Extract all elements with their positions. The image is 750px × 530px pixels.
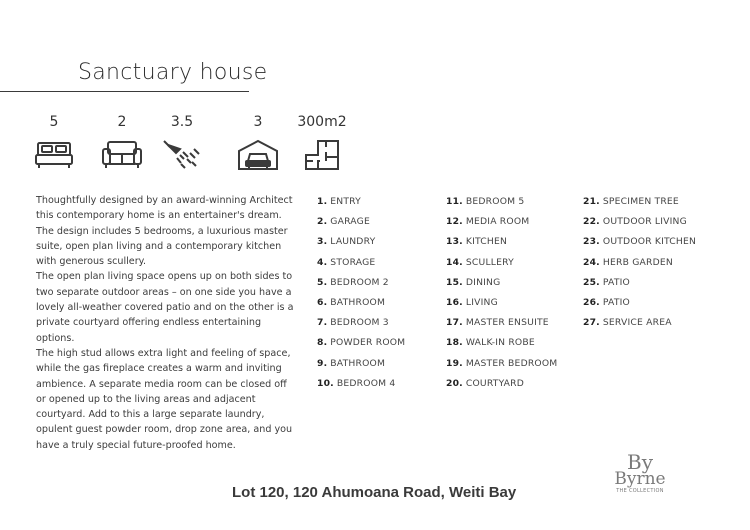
room-number: 5. <box>317 276 328 288</box>
description-paragraph: The open plan living space opens up on both sides to two separate outdoor areas – on one side you have a lovely all-weather covered patio and on the other is a private courtyard offering endless entertaining options. <box>36 271 294 344</box>
room-legend-item <box>317 216 405 236</box>
shower-icon <box>160 139 204 169</box>
logo-byrne: Byrne <box>614 469 666 489</box>
room-legend-item <box>583 297 696 317</box>
page-title: Sanctuary house <box>78 60 268 85</box>
room-number: 3. <box>317 236 328 248</box>
stat-bedrooms-value: 5 <box>49 114 59 130</box>
room-legend-item <box>317 378 405 398</box>
sofa-icon <box>101 139 143 169</box>
garage-icon <box>237 139 279 171</box>
room-number: 21. <box>583 196 600 207</box>
bed-icon <box>34 139 74 169</box>
room-number: 27. <box>583 317 600 329</box>
room-label: ENTRY <box>330 196 361 207</box>
room-label: LAUNDRY <box>330 236 376 248</box>
room-number: 13. <box>446 236 463 248</box>
room-legend-item <box>317 317 405 337</box>
logo-by: By <box>627 450 653 474</box>
room-legend-item <box>317 277 405 297</box>
stat-bedrooms <box>24 113 84 169</box>
room-label: WALK-IN ROBE <box>465 337 535 349</box>
room-legend-item <box>446 317 557 337</box>
room-legend-item <box>446 358 557 378</box>
room-label: BEDROOM 3 <box>330 317 389 329</box>
room-number: 23. <box>583 236 600 248</box>
room-number: 17. <box>446 317 463 329</box>
room-label: BEDROOM 2 <box>330 276 389 288</box>
room-legend-item <box>583 277 696 297</box>
room-label: MASTER BEDROOM <box>465 357 558 369</box>
room-label: SCULLERY <box>465 256 514 268</box>
room-number: 20. <box>446 377 463 389</box>
room-label: SPECIMEN TREE <box>602 196 679 207</box>
room-label: GARAGE <box>330 216 370 228</box>
logo-tagline: THE COLLECTION <box>616 488 664 494</box>
property-description <box>36 193 298 453</box>
stat-living <box>92 113 152 169</box>
room-number: 4. <box>317 256 328 268</box>
room-number: 19. <box>446 357 463 369</box>
room-label: POWDER ROOM <box>330 337 406 349</box>
description-paragraph: The high stud allows extra light and feeling of space, while the gas fireplace creates a warm and inviting ambience. A separate media room can be closed off or opened up to the living areas and adjacent courtyard. Add to this a large separate laundry, opulent guest powder room, drop zone area, and you have a truly special future-proofed home. <box>36 347 293 451</box>
stat-bathrooms-value: 3.5 <box>170 114 194 130</box>
title-divider <box>0 91 249 92</box>
room-legend-item <box>446 297 557 317</box>
room-legend-col-1 <box>317 196 405 398</box>
room-label: PATIO <box>602 276 630 288</box>
room-number: 6. <box>317 296 328 308</box>
room-label: OUTDOOR KITCHEN <box>602 236 697 248</box>
room-label: STORAGE <box>330 256 376 268</box>
room-label: PATIO <box>602 296 630 308</box>
room-legend-item <box>583 216 696 236</box>
room-number: 11. <box>446 196 463 207</box>
stat-garage-value: 3 <box>253 114 263 130</box>
room-label: OUTDOOR LIVING <box>602 216 687 228</box>
room-legend-col-2 <box>446 196 557 398</box>
room-label: DINING <box>465 276 501 288</box>
room-number: 26. <box>583 296 600 308</box>
room-number: 10. <box>317 377 334 389</box>
room-label: COURTYARD <box>465 377 525 389</box>
room-label: BEDROOM 4 <box>336 377 396 389</box>
room-number: 14. <box>446 256 463 268</box>
room-label: LIVING <box>465 296 498 308</box>
room-number: 25. <box>583 276 600 288</box>
room-legend-item <box>446 277 557 297</box>
room-legend-item <box>446 216 557 236</box>
room-label: MASTER ENSUITE <box>465 317 549 329</box>
room-legend-item <box>317 196 405 216</box>
room-legend-item <box>317 236 405 256</box>
room-legend-item <box>317 337 405 357</box>
room-legend-item <box>583 257 696 277</box>
stat-living-value: 2 <box>117 114 127 130</box>
room-legend-item <box>446 257 557 277</box>
room-legend-item <box>317 297 405 317</box>
room-number: 8. <box>317 337 328 349</box>
room-label: HERB GARDEN <box>602 256 673 268</box>
property-address: Lot 120, 120 Ahumoana Road, Weiti Bay <box>232 484 517 501</box>
room-number: 18. <box>446 337 463 349</box>
stat-floor-area-value: 300m2 <box>297 114 347 130</box>
room-number: 22. <box>583 216 600 228</box>
room-legend-item <box>583 236 696 256</box>
room-number: 16. <box>446 296 463 308</box>
description-paragraph: Thoughtfully designed by an award-winning Architect this contemporary home is an entertainer's dream. The design includes 5 bedrooms, a luxurious master suite, open plan living and a contemporary kitchen with generous scullery. <box>36 195 293 268</box>
room-legend-item <box>446 378 557 398</box>
room-legend-item <box>446 196 557 216</box>
room-legend-item <box>446 236 557 256</box>
room-label: BATHROOM <box>330 296 386 308</box>
room-label: SERVICE AREA <box>602 317 672 329</box>
room-label: KITCHEN <box>465 236 508 248</box>
room-number: 1. <box>317 196 328 207</box>
room-number: 9. <box>317 357 328 369</box>
room-legend-col-3 <box>583 196 696 337</box>
room-number: 7. <box>317 317 328 329</box>
room-number: 2. <box>317 216 328 228</box>
room-legend-item <box>317 257 405 277</box>
room-number: 24. <box>583 256 600 268</box>
room-legend-item <box>446 337 557 357</box>
room-legend-item <box>583 196 696 216</box>
room-legend-item <box>583 317 696 337</box>
room-number: 12. <box>446 216 463 228</box>
room-label: BEDROOM 5 <box>465 196 525 207</box>
room-label: MEDIA ROOM <box>465 216 530 228</box>
room-label: BATHROOM <box>330 357 386 369</box>
stat-garage <box>228 113 288 171</box>
room-number: 15. <box>446 276 463 288</box>
by-byrne-logo <box>604 447 684 497</box>
room-legend-item <box>317 358 405 378</box>
stat-floor-area <box>292 113 352 171</box>
stat-bathrooms <box>152 113 212 169</box>
floorplan-icon <box>304 139 340 171</box>
